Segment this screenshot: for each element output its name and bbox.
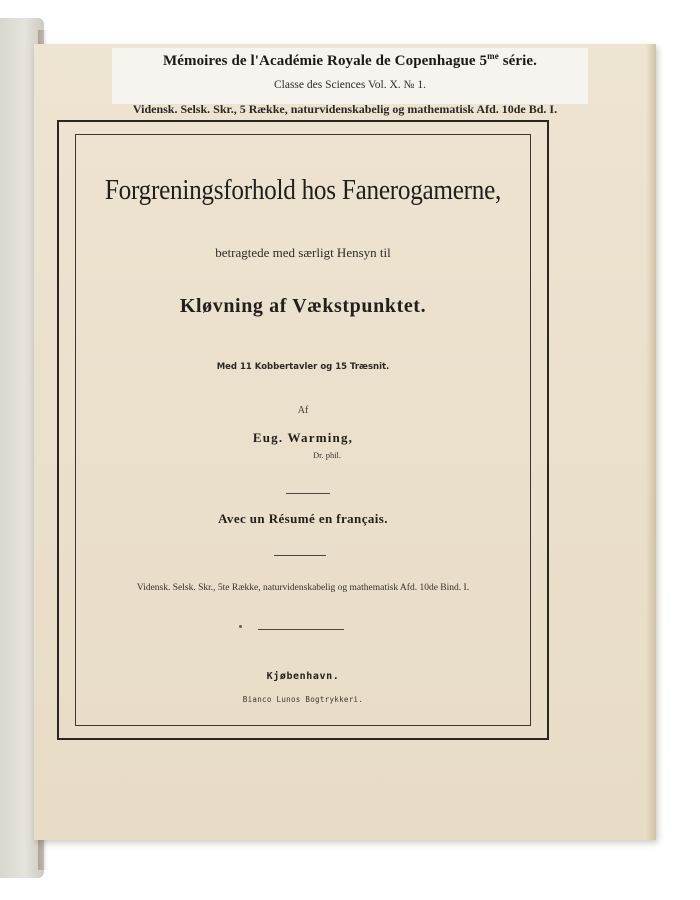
divider-rule-2 (274, 555, 326, 556)
label-title-end: série. (498, 53, 538, 69)
pasted-label (112, 48, 588, 104)
label-title (112, 51, 588, 70)
heading: Kløvning af Vækstpunktet. (179, 295, 427, 317)
title-page (34, 44, 656, 840)
series-note: Vidensk. Selsk. Skr., 5te Række, naturvidenskabelig og mathematisk Afd. 10de Bind. I. (136, 583, 470, 593)
label-title-text: Mémoires de l'Académie Royale de Copenhague 5 (162, 53, 488, 69)
page-edge (646, 44, 656, 840)
label-subtitle: Classe des Sciences Vol. X. № 1. (273, 79, 427, 91)
author-degree: Dr. phil. (312, 450, 342, 460)
by-line: Af (297, 405, 309, 416)
subtitle: betragtede med særligt Hensyn til (215, 245, 391, 260)
divider-rule-1 (286, 493, 330, 494)
plates-note: Med 11 Kobbertavler og 15 Træsnit. (216, 362, 390, 372)
label-title-superscript: me (487, 51, 499, 61)
main-title: Forgreningsforhold hos Fanerogamerne, (104, 175, 502, 206)
outer-border-frame (57, 120, 549, 740)
divider-rule-3 (258, 629, 344, 630)
resume-note: Avec un Résumé en français. (218, 511, 388, 526)
imprint-city: Kjøbenhavn. (266, 671, 340, 682)
ink-speck (239, 625, 242, 628)
imprint-printer: Bianco Lunos Bogtrykkeri. (242, 695, 364, 704)
series-line: Vidensk. Selsk. Skr., 5 Række, naturvidenskabelig og mathematisk Afd. 10de Bd. I. (132, 102, 558, 116)
author-name: Eug. Warming, (252, 430, 354, 445)
inner-border-frame (75, 134, 531, 726)
